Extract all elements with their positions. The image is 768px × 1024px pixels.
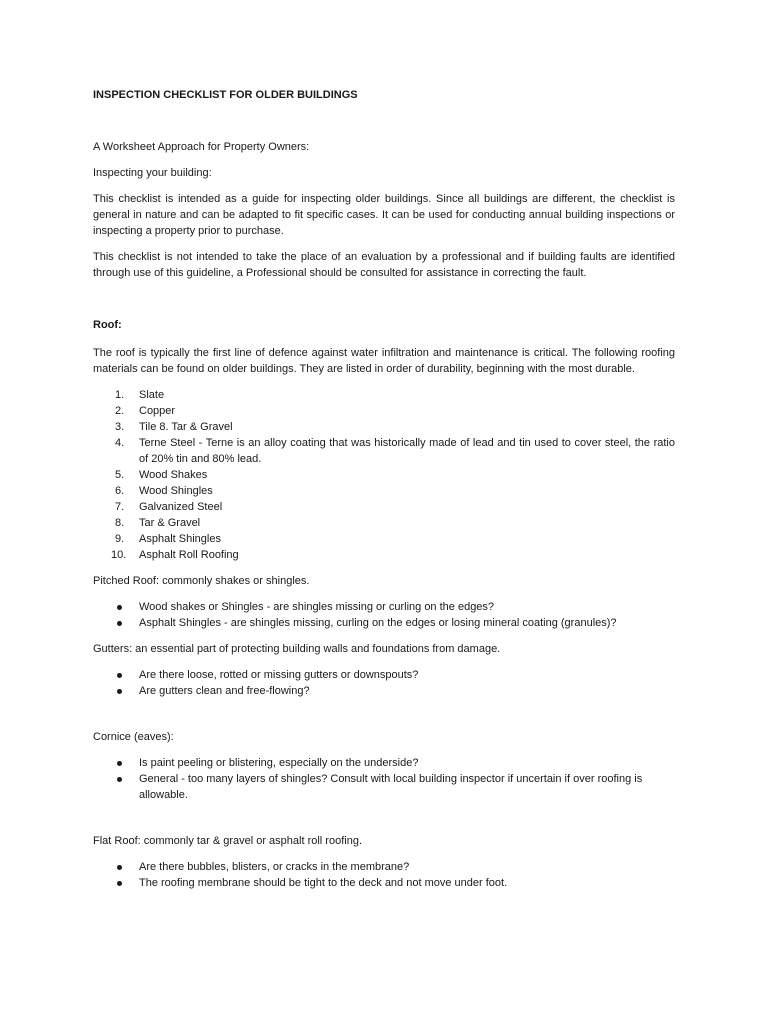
- bullet-icon: [117, 605, 122, 610]
- bullet-text: Are there bubbles, blisters, or cracks in the membrane?: [139, 861, 410, 873]
- list-number: 7.: [115, 501, 125, 513]
- list-item: [93, 435, 675, 467]
- roof-intro: The roof is typically the first line of defence against water infiltration and maintenance is critical. The following roofing materials can be found on older buildings. They are listed in order of durability, beginning with the most durable.: [93, 347, 675, 375]
- list-item-text: Tile 8. Tar & Gravel: [139, 421, 233, 433]
- list-number: 6.: [115, 485, 125, 497]
- bullet-icon: [117, 761, 122, 766]
- list-item-text: Slate: [139, 389, 165, 401]
- list-number: 9.: [115, 533, 125, 545]
- roof-heading: Roof:: [93, 319, 122, 331]
- roofing-materials-list: [93, 387, 675, 563]
- bullet-icon: [117, 673, 122, 678]
- list-item: [93, 531, 675, 547]
- bullet-text: General - too many layers of shingles? Consult with local building inspector if uncertain if over roofing is allowable.: [139, 773, 643, 801]
- list-number: 2.: [115, 405, 125, 417]
- bullet-item: [93, 875, 675, 891]
- list-item-text: Wood Shakes: [139, 469, 208, 481]
- bullet-item: [93, 755, 675, 771]
- pitched-roof-heading: Pitched Roof: commonly shakes or shingles.: [93, 575, 310, 587]
- list-item-text: Asphalt Roll Roofing: [139, 549, 239, 561]
- bullet-icon: [117, 621, 122, 626]
- list-item-text: Asphalt Shingles: [139, 533, 221, 545]
- bullet-text: Are there loose, rotted or missing gutters or downspouts?: [139, 669, 419, 681]
- list-item-text: Galvanized Steel: [139, 501, 223, 513]
- bullet-item: [93, 599, 675, 615]
- document-title: INSPECTION CHECKLIST FOR OLDER BUILDINGS: [93, 89, 358, 101]
- bullet-text: The roofing membrane should be tight to the deck and not move under foot.: [139, 877, 508, 889]
- bullet-item: [93, 683, 675, 699]
- intro-paragraph: This checklist is intended as a guide for inspecting older buildings. Since all buildings are different, the checklist is general in nature and can be adapted to fit specific cases. It can be used for conducting annual building inspections or inspecting a property prior to purchase.: [93, 193, 675, 237]
- list-item-text: Copper: [139, 405, 176, 417]
- bullet-item: [93, 667, 675, 683]
- cornice-heading: Cornice (eaves):: [93, 731, 174, 743]
- flat-roof-list: [93, 859, 675, 891]
- bullet-icon: [117, 689, 122, 694]
- list-item-text: Wood Shingles: [139, 485, 213, 497]
- list-number: 1.: [115, 389, 125, 401]
- bullet-text: Wood shakes or Shingles - are shingles missing or curling on the edges?: [139, 601, 495, 613]
- list-item-text: Terne Steel - Terne is an alloy coating that was historically made of lead and tin used to cover steel, the ratio of 20% tin and 80% lead.: [139, 437, 675, 465]
- list-item: [93, 403, 675, 419]
- bullet-icon: [117, 881, 122, 886]
- bullet-item: [93, 771, 675, 803]
- list-number: 5.: [115, 469, 125, 481]
- list-item: [93, 387, 675, 403]
- list-item: [93, 547, 675, 563]
- list-item: [93, 515, 675, 531]
- subtitle: A Worksheet Approach for Property Owners:: [93, 141, 310, 153]
- bullet-text: Are gutters clean and free-flowing?: [139, 685, 310, 697]
- list-item: [93, 483, 675, 499]
- inspecting-heading: Inspecting your building:: [93, 167, 212, 179]
- intro-paragraph: This checklist is not intended to take the place of an evaluation by a professional and if building faults are identified through use of this guideline, a Professional should be consulted for assistance in correcting the fault.: [93, 251, 675, 279]
- gutters-heading: Gutters: an essential part of protecting building walls and foundations from damage.: [93, 643, 501, 655]
- bullet-icon: [117, 777, 122, 782]
- document-body: [93, 87, 675, 891]
- list-number: 8.: [115, 517, 125, 529]
- bullet-item: [93, 859, 675, 875]
- list-number: 3.: [115, 421, 125, 433]
- bullet-item: [93, 615, 675, 631]
- list-item-text: Tar & Gravel: [139, 517, 201, 529]
- pitched-roof-list: [93, 599, 675, 631]
- flat-roof-heading: Flat Roof: commonly tar & gravel or asphalt roll roofing.: [93, 835, 363, 847]
- gutters-list: [93, 667, 675, 699]
- list-number: 4.: [115, 437, 125, 449]
- cornice-list: [93, 755, 675, 803]
- bullet-icon: [117, 865, 122, 870]
- bullet-text: Is paint peeling or blistering, especially on the underside?: [139, 757, 419, 769]
- list-item: [93, 467, 675, 483]
- list-number: 10.: [111, 549, 127, 561]
- bullet-text: Asphalt Shingles - are shingles missing, curling on the edges or losing mineral coating (granules)?: [139, 617, 617, 629]
- list-item: [93, 419, 675, 435]
- list-item: [93, 499, 675, 515]
